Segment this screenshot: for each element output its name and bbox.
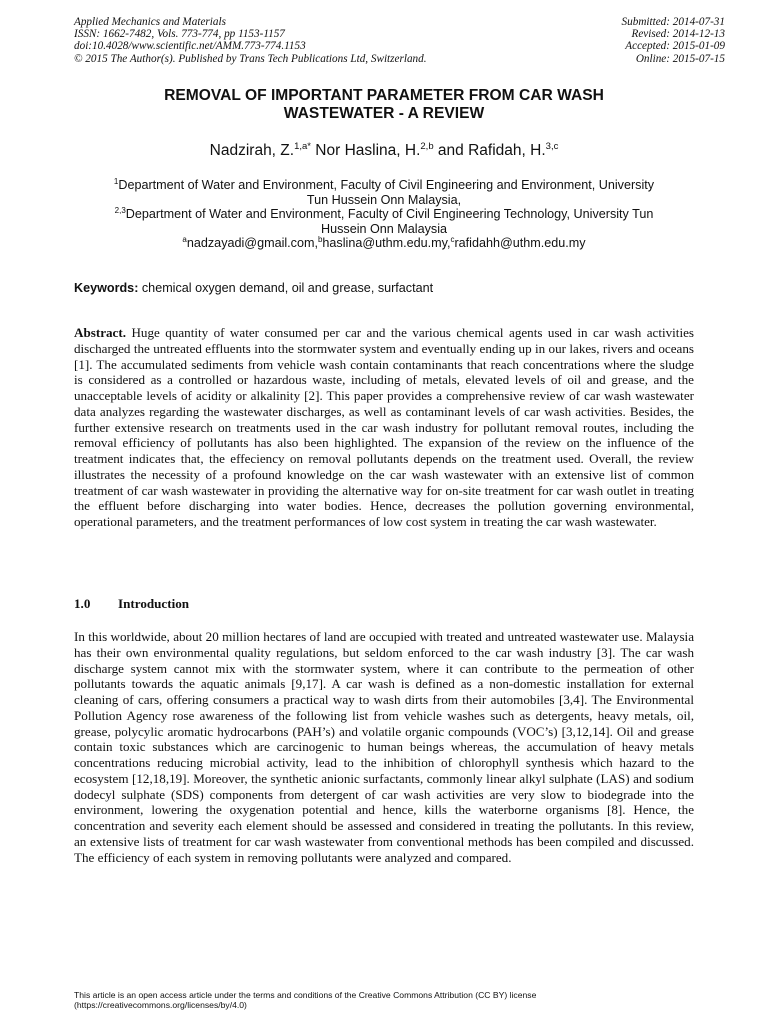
- email-b-sup: b: [317, 235, 323, 245]
- journal-name: Applied Mechanics and Materials: [74, 16, 226, 28]
- revised-date: Revised: 2014-12-13: [631, 28, 725, 41]
- email-a-sup: a: [182, 235, 187, 245]
- keywords-text: chemical oxygen demand, oil and grease, surfactant: [138, 281, 434, 295]
- email-c-sup: c: [450, 235, 455, 245]
- section-title: Introduction: [118, 596, 190, 611]
- copyright-line: © 2015 The Author(s). Published by Trans Tech Publications Ltd, Switzerland.: [74, 52, 427, 65]
- affiliation-2-line-2: Hussein Onn Malaysia: [321, 221, 447, 236]
- introduction-paragraph: In this worldwide, about 20 million hectares of land are occupied with treated and untreated wastewater use. Malaysia has their own environmental quality regulations, but seldom enforced to the car wash industry [3]. The car wash discharge system cannot mix with the stormwater system, where it can contribute to the permeation of other pollutants towards the aquatic animals [9,17]. A car wash is defined as a non-domestic installation for external cleaning of cars, offering consumers a practical way to wash dirts from their automobiles [3,4]. The Environmental Pollution Agency rose awareness of the following list from vehicle washes such as detergents, heavy metals, oil, grease, polycylic aromatic hydrocarbons (PAH’s) and volatile organic compounds (VOC’s) [3,12,14]. Oil and grease contain toxic substances which are carcinogenic to human beings whereas, the accumulation of heavy metals concentrations reducing microbial activity, lead to the inhibition of chlorophyll synthesis which hazard to the ecosystem [12,18,19]. Moreover, the synthetic anionic surfactants, commonly linear alkyl sulphate (LAS) and sodium dodecyl sulphate (SDS) components from detergent of car wash activities are very slow to biodegrade into the environment, lowering the oxygenation potential and hence, kills the waterborne organisms [8]. Hence, the concentration and severity each element should be assessed and considered in treating the pollutants. In this review, an extensive lists of treatment for car wash wastewater from conventional methods has been compiled and discussed. The efficiency of each system in removing pollutants were analyzed and compared.: [74, 629, 694, 865]
- license-line-1: This article is an open access article under the terms and conditions of the Creative Commons Attribution (CC BY) license: [74, 990, 537, 1000]
- affiliation-2-line-1: Department of Water and Environment, Faculty of Civil Engineering Technology, University Tun: [125, 207, 654, 222]
- affiliation-1-sup: 1: [113, 177, 119, 186]
- keywords: [74, 281, 694, 295]
- email-c[interactable]: rafidahh@uthm.edu.my: [454, 236, 586, 251]
- affiliation-1-line-1: Department of Water and Environment, Faculty of Civil Engineering and Environment, University: [118, 178, 655, 192]
- email-b[interactable]: haslina@uthm.edu.my,: [322, 236, 451, 251]
- abstract: [74, 325, 694, 530]
- license-footer: [74, 991, 694, 1011]
- online-date: Online: 2015-07-15: [635, 52, 725, 65]
- submitted-date: Submitted: 2014-07-31: [621, 16, 725, 28]
- title-line-2: WASTEWATER - A REVIEW: [283, 105, 485, 122]
- email-a[interactable]: nadzayadi@gmail.com,: [186, 236, 318, 251]
- author-3-sup: 3,c: [545, 141, 559, 152]
- author-2: Nor Haslina, H.: [315, 142, 421, 159]
- affiliation-1-line-2: Tun Hussein Onn Malaysia,: [306, 192, 462, 207]
- author-2-sup: 2,b: [420, 141, 434, 152]
- license-line-2[interactable]: (https://creativecommons.org/licenses/by/4.0): [74, 999, 247, 1010]
- author-1-sup: 1,a*: [294, 141, 311, 152]
- affiliation-2-sup: 2,3: [114, 206, 126, 216]
- section-number: 1.0: [74, 596, 91, 611]
- author-conjunction: and: [437, 142, 464, 159]
- author-list: [74, 142, 694, 160]
- email-line: [74, 236, 694, 251]
- accepted-date: Accepted: 2015-01-09: [625, 40, 725, 53]
- doi-line: doi:10.4028/www.scientific.net/AMM.773-774.1153: [74, 40, 306, 53]
- abstract-label: Abstract.: [74, 325, 126, 340]
- keywords-label: Keywords:: [74, 281, 139, 295]
- paper-title: [90, 87, 678, 123]
- issn-line: ISSN: 1662-7482, Vols. 773-774, pp 1153-1157: [74, 28, 285, 41]
- affiliations: [74, 178, 694, 251]
- title-line-1: REMOVAL OF IMPORTANT PARAMETER FROM CAR WASH: [164, 87, 604, 104]
- dates-header: [525, 16, 725, 65]
- author-1: Nadzirah, Z.: [209, 142, 295, 159]
- author-3: Rafidah, H.: [468, 142, 546, 159]
- affiliation-2: [74, 207, 694, 222]
- section-heading: [74, 596, 189, 612]
- journal-header: [74, 16, 514, 65]
- affiliation-1: [74, 178, 694, 193]
- abstract-text: Huge quantity of water consumed per car and the various chemical agents used in car wash activities discharged the untreated effluents into the stormwater system and eventually ending up in our lakes, rivers and oceans [1]. The accumulated sediments from vehicle wash contain contaminants that reach concentrations where the sludge is considered as a controlled or hazardous waste, including of metals, elevated levels of oil and grease, and the unacceptable levels of acidity or alkalinity [2]. This paper provides a comprehensive review of car wash wastewater data analyzes regarding the wastewater discharges, as well as contaminant levels of car wash activities. Besides, the further extensive research on treatments used in the car wash industry for pollutant removal routes, including the removal efficiency of pollutants has also been highlighted. The expansion of the review on the influence of the treatment indicates that, the effeciency on removal pollutants depends on the treatment used. Overall, the review illustrates the necessity of a profound knowledge on the car wash wastewater with an extensive list of common treatment of car wash wastewater in providing the alternative way for on-site treatment for car wash outlet in treating the effluent before discharging into water bodies. Hence, decreases the pollution governing environmental, operational parameters, and the treatment performances of low cost system in treating the car wash wastewater.: [74, 325, 694, 529]
